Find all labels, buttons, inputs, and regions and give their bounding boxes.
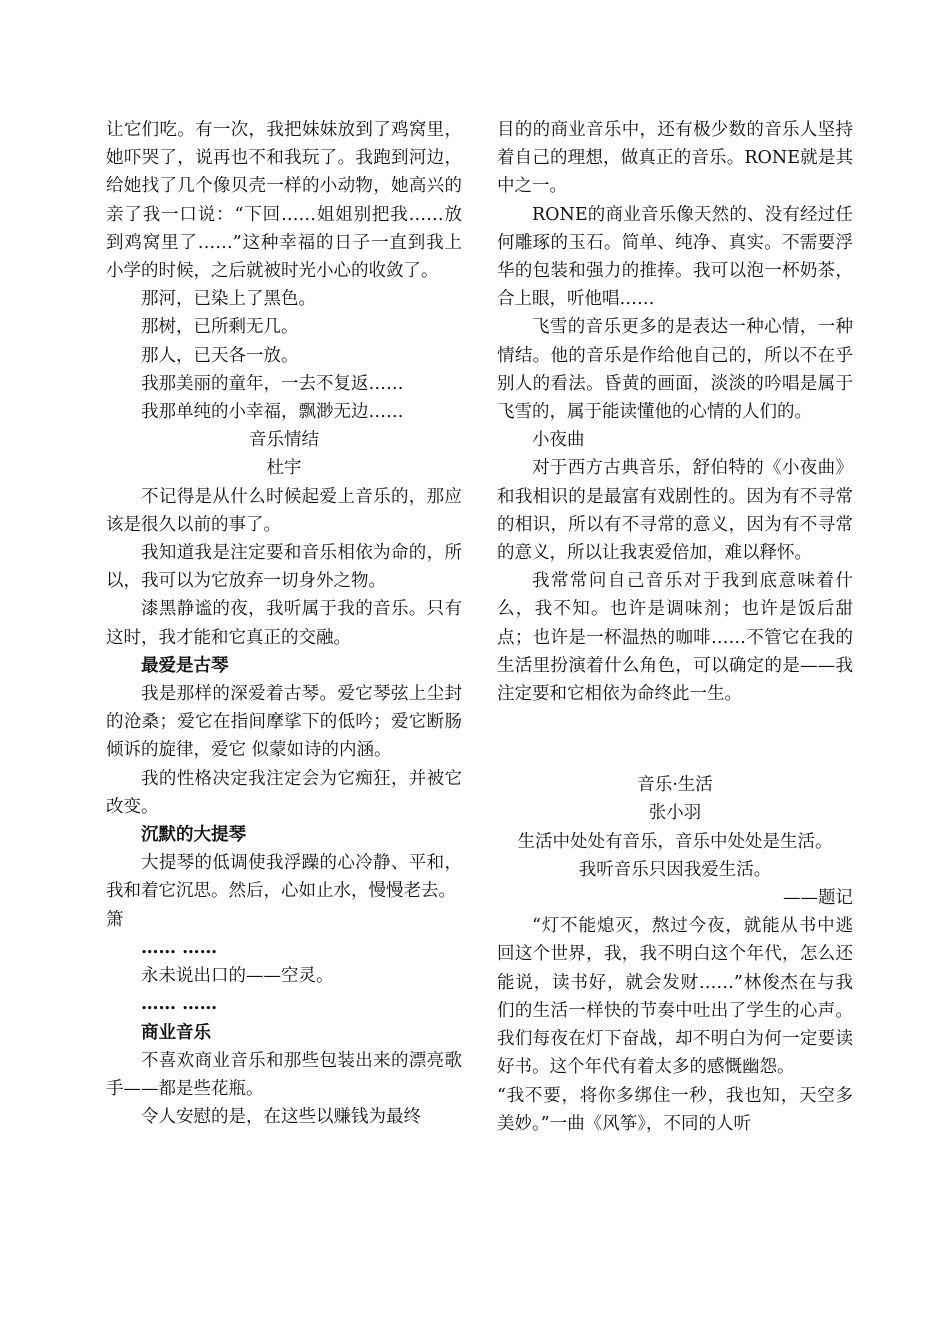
- left-paragraph: 不记得是从什么时候起爱上音乐的，那应该是很久以前的事了。: [106, 486, 462, 535]
- left-paragraph: 那人，已天各一放。: [141, 345, 299, 366]
- right-paragraph: 对于西方古典音乐，舒伯特的《小夜曲》和我相识的是最富有戏剧性的。因为有不寻常的相识，所以有不寻常的意义，因为有不寻常的意义，所以让我衷爱倍加，难以释怀。: [497, 458, 853, 564]
- left-paragraph: 永未说出口的——空灵。: [141, 966, 334, 987]
- left-paragraph: 箫: [106, 909, 124, 930]
- right-paragraph: [497, 726, 853, 754]
- right-paragraph: 小夜曲: [532, 430, 585, 451]
- left-paragraph: 音乐情结: [249, 430, 319, 451]
- left-paragraph: 我那单纯的小幸福，飘渺无边……: [141, 402, 404, 423]
- left-paragraph: 令人安慰的是，在这些以赚钱为最终: [141, 1107, 421, 1128]
- right-paragraph: “灯不能熄灭，熬过今夜，就能从书中逃回这个世界，我，我不明白这个年代，怎么还能说，读书好，就会发财……”林俊杰在与我们的生活一样快的节奏中吐出了学生的心声。我们每夜在灯下奋战，却不明白为何一定要读好书。这个年代有着太多的感慨幽怨。: [497, 916, 853, 1078]
- left-paragraph: …… ……: [141, 937, 218, 958]
- left-paragraph: 我知道我是注定要和音乐相依为命的，所以，我可以为它放弃一切身外之物。: [106, 543, 462, 592]
- right-paragraph: 我常常问自己音乐对于我到底意味着什么，我不知。也许是调味剂；也许是饭后甜点；也许是一杯温热的咖啡……不管它在我的生活里扮演着什么角色，可以确定的是——我注定要和它相依为命终此一生。: [497, 571, 853, 705]
- left-paragraph: 漆黑静谧的夜，我听属于我的音乐。只有这时，我才能和它真正的交融。: [106, 599, 462, 648]
- left-paragraph: 沉默的大提琴: [141, 825, 246, 846]
- left-paragraph: 让它们吃。有一次，我把妹妹放到了鸡窝里，她吓哭了，说再也不和我玩了。我跑到河边，给她找了几个像贝壳一样的小动物，她高兴的亲了我一口说：“下回……姐姐别把我……放到鸡窝里了……”这种幸福的日子一直到我上小学的时候，之后就被时光小心的收敛了。: [106, 120, 462, 282]
- right-paragraph: 我听音乐只因我爱生活。: [578, 859, 772, 880]
- right-paragraph: 飞雪的音乐更多的是表达一种心情，一种情结。他的音乐是作给他自己的，所以不在乎别人的看法。昏黄的画面，淡淡的吟唱是属于飞雪的，属于能读懂他的心情的人们的。: [497, 317, 853, 423]
- left-paragraph: 我是那样的深爱着古琴。爱它琴弦上尘封的沧桑；爱它在指间摩挲下的低吟；爱它断肠倾诉的旋律，爱它 似蒙如诗的内涵。: [106, 684, 462, 761]
- right-paragraph: “我不要，将你多绑住一秒，我也知，天空多美妙。”一曲《风筝》，不同的人听: [497, 1085, 853, 1134]
- right-paragraph: 目的的商业音乐中，还有极少数的音乐人坚持着自己的理想，做真正的音乐。RONE就是其中之一。: [497, 120, 853, 197]
- left-paragraph: 我那美丽的童年，一去不复返……: [141, 373, 404, 394]
- left-paragraph: 我的性格决定我注定会为它痴狂，并被它改变。: [106, 768, 462, 817]
- left-paragraph: 大提琴的低调使我浮躁的心冷静、平和，我和着它沉思。然后，心如止水，慢慢老去。: [106, 853, 462, 902]
- left-paragraph: 不喜欢商业音乐和那些包装出来的漂亮歌手——都是些花瓶。: [106, 1050, 462, 1099]
- right-paragraph: 音乐·生活: [637, 775, 713, 796]
- left-paragraph: 杜宇: [266, 458, 302, 479]
- right-paragraph: RONE的商业音乐像天然的、没有经过任何雕琢的玉石。简单、纯净、真实。不需要浮华的包装和强力的推捧。我可以泡一杯奶茶，合上眼，听他唱……: [497, 204, 853, 310]
- left-paragraph: 商业音乐: [141, 1022, 211, 1043]
- left-paragraph: …… ……: [141, 994, 218, 1015]
- left-paragraph: 最爱是古琴: [141, 655, 229, 676]
- left-paragraph: 那树，已所剩无几。: [141, 317, 299, 338]
- right-paragraph: ——题记: [783, 888, 853, 909]
- left-paragraph: 那河，已染上了黑色。: [141, 289, 316, 310]
- right-paragraph: 张小羽: [648, 803, 702, 824]
- left-column: [106, 116, 462, 1131]
- right-column: [497, 116, 853, 1138]
- right-paragraph: 生活中处处有音乐，音乐中处处是生活。: [517, 831, 833, 852]
